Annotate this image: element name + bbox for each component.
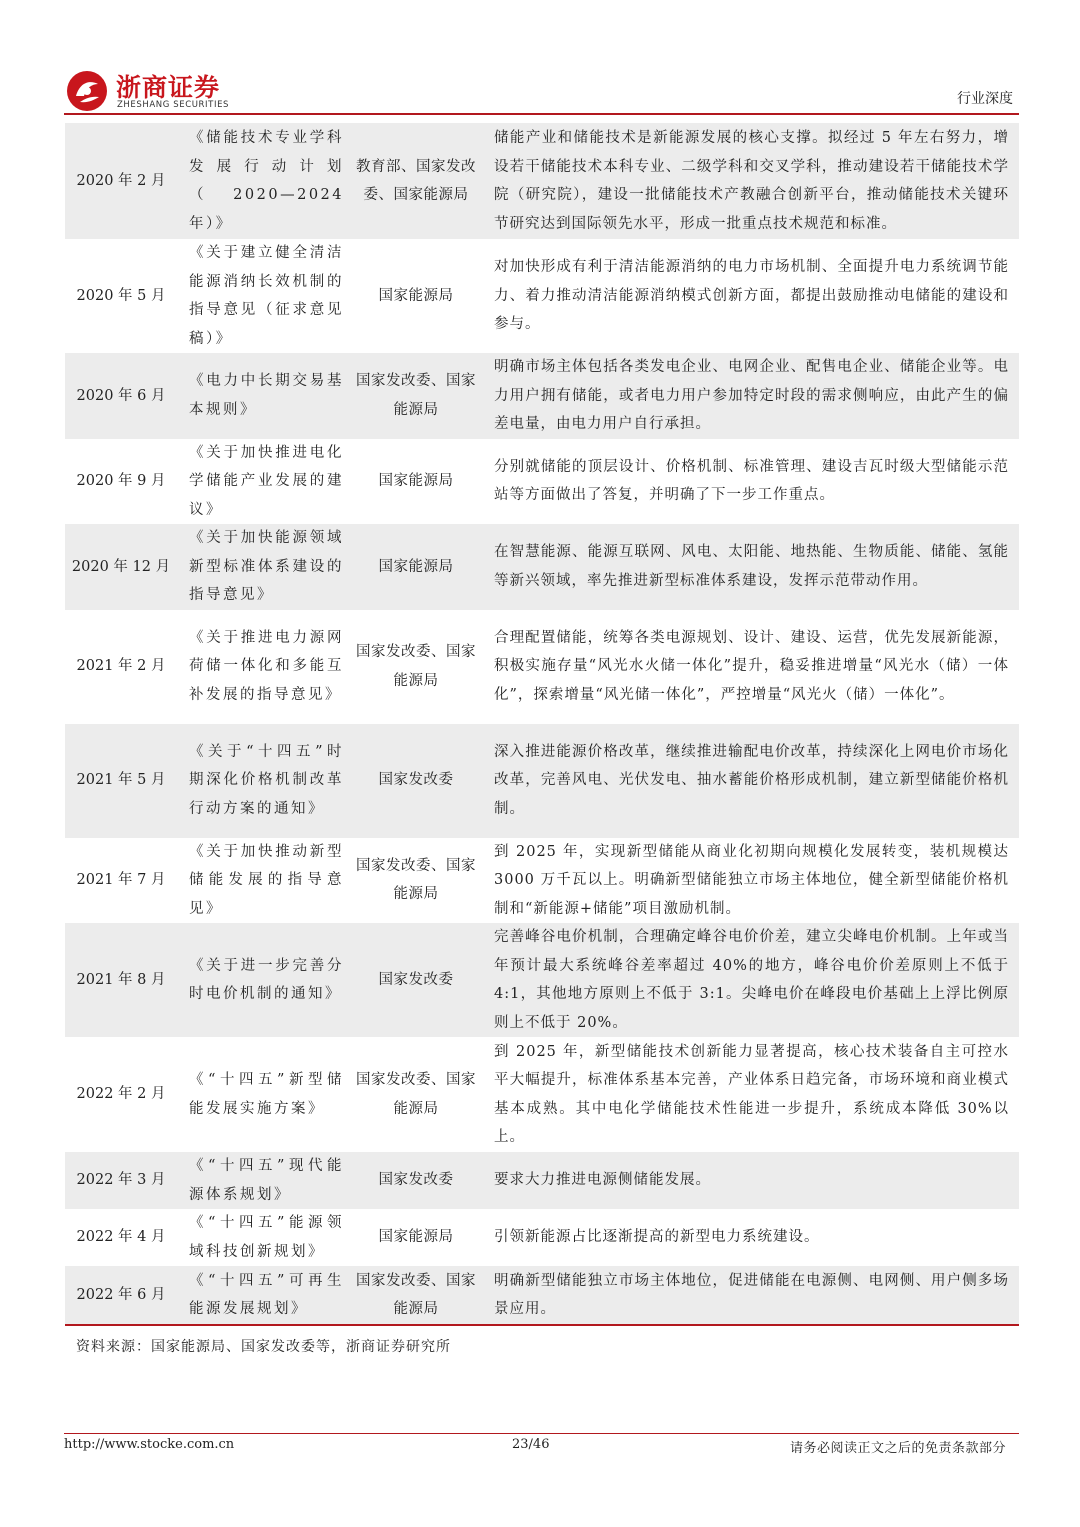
description-cell: 引领新能源占比逐渐提高的新型电力系统建设。 [494, 1229, 820, 1246]
source-note: 资料来源：国家能源局、国家发改委等，浙商证券研究所 [76, 1339, 451, 1355]
zheshang-logo-icon [66, 70, 108, 112]
policy-name-cell: 《储能技术专业学科发展行动计划（2020—2024 年）》 [177, 123, 352, 239]
description-cell: 在智慧能源、能源互联网、风电、太阳能、地热能、生物质能、储能、氢能等新兴领域，率先推进新型标准体系建设，发挥示范带动作用。 [480, 524, 1019, 610]
description-cell: 明确新型储能独立市场主体地位，促进储能在电源侧、电网侧、用户侧多场景应用。 [480, 1266, 1019, 1324]
header-divider [64, 113, 1019, 115]
policy-name-cell: 《关于“十四五”时期深化价格机制改革行动方案的通知》 [177, 724, 352, 838]
department-cell: 国家发改委、国家能源局 [352, 1266, 480, 1324]
table-row [65, 724, 1019, 838]
logo-text-cn: 浙商证券 [116, 73, 221, 102]
table-row [65, 1152, 1019, 1209]
table-row [65, 123, 1019, 239]
description-cell: 深入推进能源价格改革，继续推进输配电价改革，持续深化上网电价市场化改革，完善风电、光伏发电、抽水蓄能价格形成机制，建立新型储能价格机制。 [480, 724, 1019, 838]
page-number: 23/46 [512, 1437, 550, 1452]
table-row [65, 923, 1019, 1037]
date-cell: 2022 年 4 月 [76, 1229, 166, 1246]
department-cell: 国家发改委 [352, 1152, 480, 1209]
policy-name-cell: 《“十四五”现代能源体系规划》 [177, 1152, 352, 1209]
description-cell: 到 2025 年，实现新型储能从商业化初期向规模化发展转变，装机规模达 3000 万千瓦以上。明确新型储能独立市场主体地位，健全新型储能价格机制和“新能源+储能”项目激励机制。 [494, 843, 1009, 917]
description-cell: 明确市场主体包括各类发电企业、电网企业、配售电企业、储能企业等。电力用户拥有储能，或者电力用户参加特定时段的需求侧响应，由此产生的偏差电量，由电力用户自行承担。 [480, 353, 1019, 439]
date-cell: 2022 年 2 月 [76, 1086, 166, 1103]
logo-text-en: ZHESHANG SECURITIES [117, 100, 230, 110]
date-cell: 2020 年 9 月 [76, 473, 166, 489]
department-cell: 国家能源局 [378, 1229, 454, 1246]
policy-name-cell: 《关于推进电力源网荷储一体化和多能互补发展的指导意见》 [189, 629, 344, 703]
policy-name-cell: 《关于建立健全清洁能源消纳长效机制的指导意见（征求意见稿）》 [189, 245, 344, 347]
department-cell: 国家发改委 [352, 724, 480, 838]
description-cell: 储能产业和储能技术是新能源发展的核心支撑。拟经过 5 年左右努力，增设若干储能技术本科专业、二级学科和交叉学科，推动建设若干储能技术学院（研究院），建设一批储能技术产教融合创新平台，推动储能技术关键环节研究达到国际领先水平，形成一批重点技术规范和标准。 [480, 123, 1019, 239]
date-cell: 2020 年 12 月 [65, 524, 177, 610]
department-cell: 国家发改委、国家能源局 [356, 1072, 476, 1117]
report-category: 行业深度 [957, 91, 1013, 107]
policy-name-cell: 《电力中长期交易基本规则》 [177, 353, 352, 439]
department-cell: 国家能源局 [378, 287, 454, 304]
department-cell: 国家能源局 [378, 473, 454, 489]
date-cell: 2020 年 5 月 [76, 287, 166, 304]
table-row [65, 838, 1019, 924]
date-cell: 2022 年 6 月 [65, 1266, 177, 1324]
policy-name-cell: 《关于加快推进电化学储能产业发展的建议》 [189, 444, 344, 518]
department-cell: 教育部、国家发改委、国家能源局 [352, 123, 480, 239]
footer-url[interactable]: http://www.stocke.com.cn [64, 1437, 235, 1452]
date-cell: 2021 年 7 月 [76, 872, 166, 888]
page-header [64, 66, 1019, 114]
policy-name-cell: 《“十四五”新型储能发展实施方案》 [189, 1072, 344, 1117]
department-cell: 国家发改委、国家能源局 [352, 353, 480, 439]
policy-name-cell: 《关于加快能源领域新型标准体系建设的指导意见》 [177, 524, 352, 610]
department-cell: 国家发改委 [352, 923, 480, 1037]
table-row [65, 439, 1019, 525]
description-cell: 合理配置储能，统筹各类电源规划、设计、建设、运营，优先发展新能源，积极实施存量“风光水火储一体化”提升，稳妥推进增量“风光水（储）一体化”，探索增量“风光储一体化”，严控增量“风光火（储）一体化”。 [494, 629, 1009, 703]
table-row [65, 610, 1019, 724]
policy-name-cell: 《关于进一步完善分时电价机制的通知》 [177, 923, 352, 1037]
department-cell: 国家发改委、国家能源局 [356, 644, 476, 689]
date-cell: 2021 年 8 月 [65, 923, 177, 1037]
date-cell: 2022 年 3 月 [65, 1152, 177, 1209]
description-cell: 分别就储能的顶层设计、价格机制、标准管理、建设吉瓦时级大型储能示范站等方面做出了答复，并明确了下一步工作重点。 [494, 458, 1009, 504]
description-cell: 完善峰谷电价机制，合理确定峰谷电价价差，建立尖峰电价机制。上年或当年预计最大系统峰谷差率超过 40%的地方，峰谷电价价差原则上不低于 4:1，其他地方原则上不低于 3:1。尖峰电价在峰段电价基础上上浮比例原则上不低于 20%。 [480, 923, 1019, 1037]
footer-disclaimer: 请务必阅读正文之后的免责条款部分 [789, 1441, 1006, 1456]
table-row [65, 1209, 1019, 1266]
table-row [65, 239, 1019, 353]
policy-name-cell: 《关于加快推动新型储能发展的指导意见》 [189, 843, 344, 917]
description-cell: 要求大力推进电源侧储能发展。 [480, 1152, 1019, 1209]
policy-name-cell: 《“十四五”能源领域科技创新规划》 [189, 1215, 344, 1260]
description-cell: 到 2025 年，新型储能技术创新能力显著提高，核心技术装备自主可控水平大幅提升，标准体系基本完善，产业体系日趋完备，市场环境和商业模式基本成熟。其中电化学储能技术性能进一步提升，系统成本降低 30%以上。 [494, 1043, 1009, 1145]
table-row [65, 1037, 1019, 1152]
table-row [65, 524, 1019, 610]
table-row [65, 1266, 1019, 1324]
date-cell: 2020 年 2 月 [65, 123, 177, 239]
table-row [65, 353, 1019, 439]
table-bottom-rule [65, 1324, 1019, 1326]
description-cell: 对加快形成有利于清洁能源消纳的电力市场机制、全面提升电力系统调节能力、着力推动清洁能源消纳模式创新方面，都提出鼓励推动电储能的建设和参与。 [494, 259, 1009, 333]
department-cell: 国家发改委、国家能源局 [356, 857, 476, 903]
date-cell: 2021 年 2 月 [76, 658, 166, 675]
department-cell: 国家能源局 [352, 524, 480, 610]
date-cell: 2021 年 5 月 [65, 724, 177, 838]
footer-divider [64, 1433, 1019, 1434]
policy-table [65, 123, 1019, 1324]
policy-name-cell: 《“十四五”可再生能源发展规划》 [177, 1266, 352, 1324]
date-cell: 2020 年 6 月 [65, 353, 177, 439]
